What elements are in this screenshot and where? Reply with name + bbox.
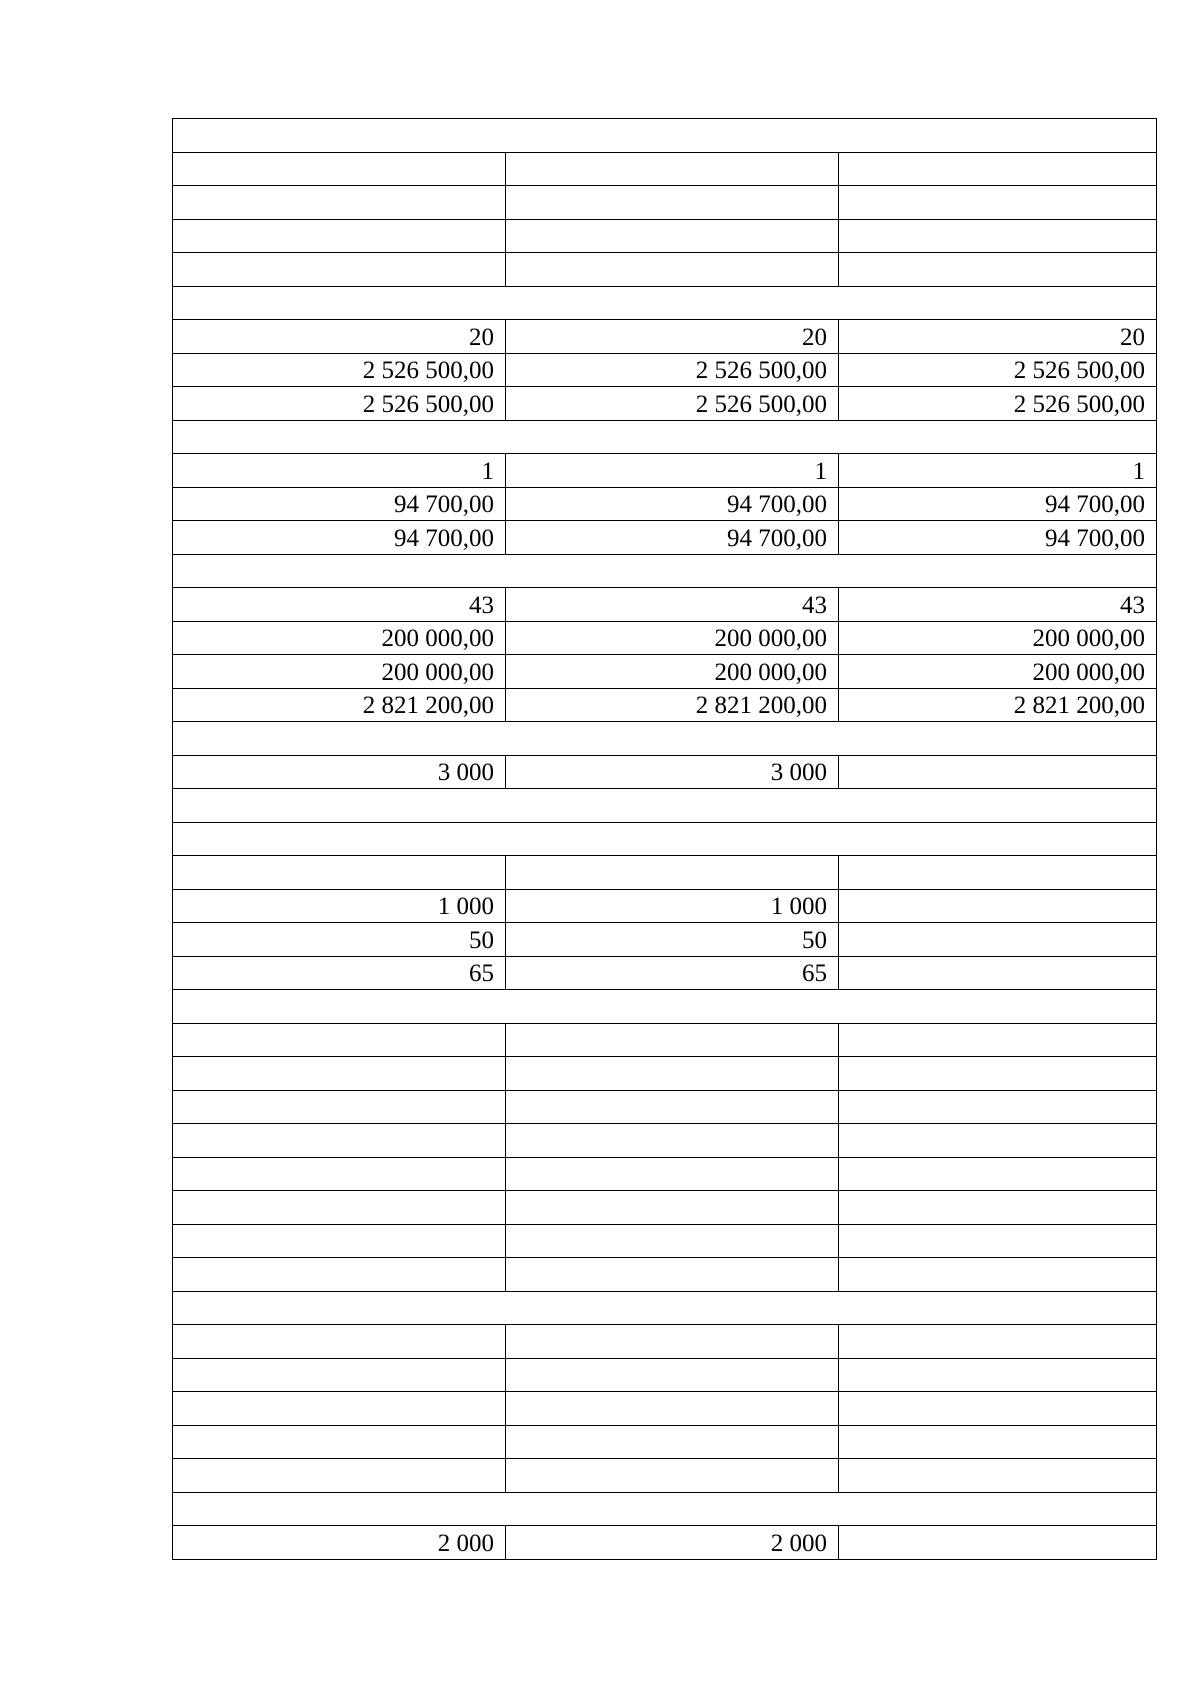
- section-row: [173, 1291, 1157, 1325]
- table-cell: 1: [506, 454, 839, 488]
- table-cell: [506, 1358, 839, 1392]
- table-cell: [506, 1258, 839, 1292]
- table-cell: [839, 152, 1157, 186]
- table-row: [173, 1425, 1157, 1459]
- table-cell: 200 000,00: [839, 621, 1157, 655]
- table-cell: 94 700,00: [839, 487, 1157, 521]
- table-cell: 200 000,00: [506, 621, 839, 655]
- section-row: [173, 822, 1157, 856]
- table-cell: [839, 1258, 1157, 1292]
- section-cell: [173, 420, 1157, 454]
- table-cell: 43: [839, 588, 1157, 622]
- table-cell: [506, 152, 839, 186]
- table-cell: [839, 1124, 1157, 1158]
- table-cell: [173, 1224, 506, 1258]
- section-row: [173, 119, 1157, 153]
- table-row: [173, 655, 1157, 689]
- table-cell: [173, 1358, 506, 1392]
- table-cell: 3 000: [506, 755, 839, 789]
- table-cell: 65: [173, 956, 506, 990]
- table-cell: [839, 1425, 1157, 1459]
- table-cell: 20: [173, 320, 506, 354]
- table-cell: 2 526 500,00: [173, 353, 506, 387]
- table-cell: [506, 1325, 839, 1359]
- table-cell: [173, 1325, 506, 1359]
- section-row: [173, 554, 1157, 588]
- table-cell: 94 700,00: [839, 521, 1157, 555]
- table-cell: [173, 1392, 506, 1426]
- table-row: [173, 889, 1157, 923]
- table-cell: 2 821 200,00: [839, 688, 1157, 722]
- table-cell: [839, 1157, 1157, 1191]
- table-cell: [839, 1057, 1157, 1091]
- table-cell: 1: [839, 454, 1157, 488]
- table-cell: [173, 1191, 506, 1225]
- table-cell: 20: [839, 320, 1157, 354]
- table-cell: [506, 1459, 839, 1493]
- table-row: [173, 387, 1157, 421]
- table-cell: [173, 1023, 506, 1057]
- table-cell: [839, 755, 1157, 789]
- table-cell: [506, 253, 839, 287]
- table-row: [173, 521, 1157, 555]
- table-cell: [839, 186, 1157, 220]
- table-cell: [506, 1157, 839, 1191]
- table-cell: [839, 856, 1157, 890]
- table-cell: 2 821 200,00: [506, 688, 839, 722]
- table-cell: 50: [173, 923, 506, 957]
- section-cell: [173, 822, 1157, 856]
- table-row: [173, 1325, 1157, 1359]
- table-cell: [173, 253, 506, 287]
- table-cell: [839, 253, 1157, 287]
- table-row: [173, 1157, 1157, 1191]
- table-cell: 1 000: [506, 889, 839, 923]
- table-cell: 2 821 200,00: [173, 688, 506, 722]
- section-cell: [173, 286, 1157, 320]
- section-cell: [173, 1291, 1157, 1325]
- section-row: [173, 286, 1157, 320]
- table-row: [173, 1459, 1157, 1493]
- table-cell: [506, 219, 839, 253]
- table-cell: [173, 1124, 506, 1158]
- table-cell: [839, 1325, 1157, 1359]
- table-cell: [173, 152, 506, 186]
- table-cell: 2 526 500,00: [506, 387, 839, 421]
- table-cell: [839, 1023, 1157, 1057]
- table-cell: 43: [173, 588, 506, 622]
- table-cell: 50: [506, 923, 839, 957]
- table-row: [173, 588, 1157, 622]
- table-cell: [173, 186, 506, 220]
- table-cell: 43: [506, 588, 839, 622]
- table-cell: [839, 1392, 1157, 1426]
- table-row: [173, 956, 1157, 990]
- table-cell: 94 700,00: [506, 521, 839, 555]
- section-cell: [173, 119, 1157, 153]
- table-cell: 2 526 500,00: [839, 387, 1157, 421]
- section-row: [173, 990, 1157, 1024]
- table-cell: 65: [506, 956, 839, 990]
- table-cell: [506, 1425, 839, 1459]
- table-row: [173, 1392, 1157, 1426]
- table-row: [173, 621, 1157, 655]
- table-row: [173, 1224, 1157, 1258]
- table-row: [173, 1023, 1157, 1057]
- table-row: [173, 1258, 1157, 1292]
- table-cell: [506, 1224, 839, 1258]
- table-cell: 200 000,00: [506, 655, 839, 689]
- table-cell: [173, 1090, 506, 1124]
- table-cell: 2 526 500,00: [839, 353, 1157, 387]
- table-cell: [839, 1191, 1157, 1225]
- table-cell: [506, 856, 839, 890]
- table-cell: 94 700,00: [506, 487, 839, 521]
- table-cell: [173, 1157, 506, 1191]
- table-cell: [839, 1358, 1157, 1392]
- section-cell: [173, 789, 1157, 823]
- table-cell: [839, 1090, 1157, 1124]
- table-cell: [839, 219, 1157, 253]
- table-row: [173, 219, 1157, 253]
- section-row: [173, 789, 1157, 823]
- table-cell: [506, 1392, 839, 1426]
- table-row: [173, 152, 1157, 186]
- table-cell: [173, 1057, 506, 1091]
- table-row: [173, 1526, 1157, 1560]
- section-cell: [173, 722, 1157, 756]
- table-cell: 94 700,00: [173, 487, 506, 521]
- table-cell: [173, 1459, 506, 1493]
- table-cell: 20: [506, 320, 839, 354]
- table-cell: [173, 219, 506, 253]
- table-cell: [173, 1425, 506, 1459]
- table-row: [173, 1124, 1157, 1158]
- table-row: [173, 1191, 1157, 1225]
- table-row: [173, 1358, 1157, 1392]
- table-cell: [506, 1023, 839, 1057]
- table-cell: [839, 1224, 1157, 1258]
- table-cell: [173, 856, 506, 890]
- table-cell: [506, 1057, 839, 1091]
- section-cell: [173, 554, 1157, 588]
- table-row: [173, 186, 1157, 220]
- table-cell: 94 700,00: [173, 521, 506, 555]
- table-row: [173, 454, 1157, 488]
- table-cell: 2 526 500,00: [173, 387, 506, 421]
- table-cell: 2 000: [506, 1526, 839, 1560]
- table-cell: [839, 923, 1157, 957]
- table-cell: [506, 186, 839, 220]
- table-cell: [506, 1191, 839, 1225]
- table-cell: [839, 956, 1157, 990]
- table-row: [173, 487, 1157, 521]
- section-row: [173, 420, 1157, 454]
- table-cell: 1 000: [173, 889, 506, 923]
- table-body: [173, 119, 1157, 1560]
- table-cell: 200 000,00: [839, 655, 1157, 689]
- table-cell: [839, 889, 1157, 923]
- table-cell: 200 000,00: [173, 655, 506, 689]
- table-cell: [506, 1090, 839, 1124]
- section-row: [173, 1492, 1157, 1526]
- table-row: [173, 353, 1157, 387]
- table-row: [173, 1090, 1157, 1124]
- table-cell: [839, 1459, 1157, 1493]
- table-cell: 2 526 500,00: [506, 353, 839, 387]
- table-cell: 2 000: [173, 1526, 506, 1560]
- section-row: [173, 722, 1157, 756]
- table-cell: [173, 1258, 506, 1292]
- table-row: [173, 253, 1157, 287]
- table-cell: 3 000: [173, 755, 506, 789]
- table-row: [173, 320, 1157, 354]
- table-cell: [506, 1124, 839, 1158]
- table-row: [173, 923, 1157, 957]
- table-cell: 1: [173, 454, 506, 488]
- table-cell: [839, 1526, 1157, 1560]
- table-row: [173, 688, 1157, 722]
- table-row: [173, 755, 1157, 789]
- table-row: [173, 1057, 1157, 1091]
- table-row: [173, 856, 1157, 890]
- section-cell: [173, 990, 1157, 1024]
- table-cell: 200 000,00: [173, 621, 506, 655]
- data-table: [172, 118, 1157, 1560]
- section-cell: [173, 1492, 1157, 1526]
